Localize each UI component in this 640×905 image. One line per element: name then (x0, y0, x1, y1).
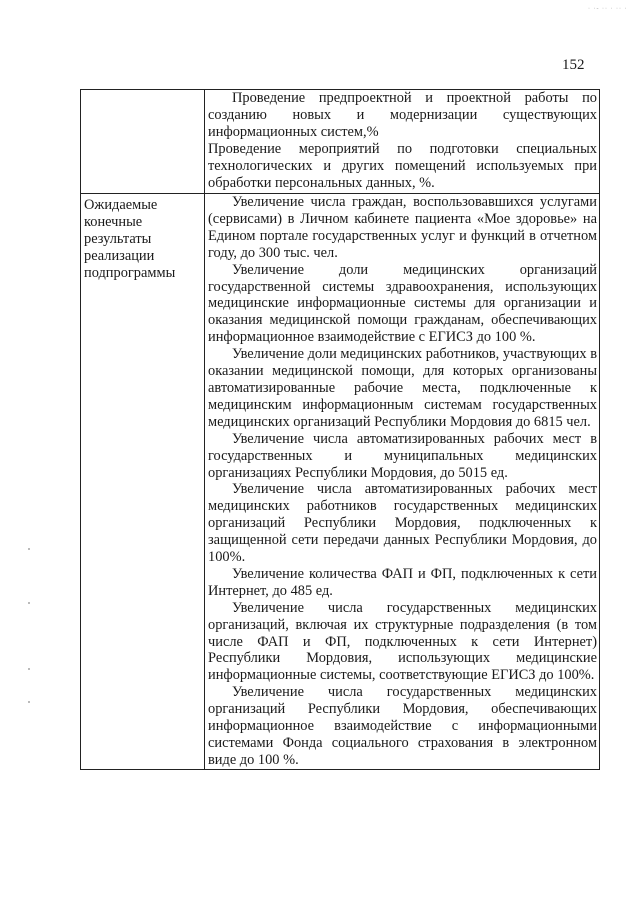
table-row (81, 194, 600, 770)
paragraph-result: Увеличение доли медицинских работников, участвующих в оказании медицинской помощи, для которых организованы автоматизированные рабочие места, подключенные к медицинским информационным системам государственных медицинских организаций Республики Мордовия до 6815 чел. (208, 346, 597, 430)
row-label-cell (81, 90, 205, 194)
paragraph-result: Увеличение доли медицинских организаций государственной системы здравоохранения, использующих медицинские информационные системы для организации и оказания медицинской помощи гражданам, обеспечивающих информационное взаимодействие с ЕГИСЗ до 100 %. (208, 261, 597, 346)
subprogram-table (80, 89, 600, 770)
scan-artifact-dot (28, 602, 30, 604)
paragraph-result: Увеличение числа автоматизированных рабочих мест медицинских работников государственных медицинских организаций Республики Мордовия, подключенных к защищенной сети передачи данных Республики Мордовия, до 100%. (208, 481, 597, 566)
scan-artifact-dot (28, 668, 30, 670)
paragraph-result: Увеличение числа государственных медицинских организаций, включая их структурные подразделения (в том числе ФАП и ФП, подключенных к сети Интернет) Республики Мордовия, использующих медицинские информационные системы, соответствующие ЕГИСЗ до 100%. (208, 599, 597, 684)
paragraph-premises-preparation: Проведение мероприятий по подготовки специальных технологических и других помещений используемых при обработки персональных данных, %. (208, 140, 597, 191)
scan-corner-mark: · ·- ·· · ·· · (588, 6, 628, 12)
label-line: подпрограммы (84, 264, 176, 281)
paragraph-result: Увеличение числа автоматизированных рабочих мест в государственных и муниципальных медицинских организациях Республики Мордовия, до 5015 ед. (208, 430, 597, 481)
row-content-cell (205, 90, 600, 194)
paragraph-result: Увеличение числа граждан, воспользовавшихся услугами (сервисами) в Личном кабинете пациента «Мое здоровье» на Едином портале государственных услуг и функций в отчетном году, до 300 тыс. чел. (208, 194, 597, 261)
label-line: результаты (84, 230, 152, 247)
page-number: 152 (562, 57, 585, 73)
label-line: Ожидаемые (84, 197, 158, 213)
scan-artifact-dot (28, 701, 30, 703)
row-label-cell (81, 194, 205, 770)
row-content-cell (205, 194, 600, 770)
table-row (81, 90, 600, 194)
paragraph-result: Увеличение числа государственных медицинских организаций Республики Мордовия, обеспечивающих информационное взаимодействие с информационными системами Фонда социального страхования в электронном виде до 100 %. (208, 684, 597, 768)
label-line: реализации (84, 247, 155, 264)
paragraph-result: Увеличение количества ФАП и ФП, подключенных к сети Интернет, до 485 ед. (208, 565, 597, 599)
paragraph-predproject-work: Проведение предпроектной и проектной работы по созданию новых и модернизации существующих информационных систем,% (208, 90, 597, 140)
label-line: конечные (84, 213, 143, 230)
scan-artifact-dot (28, 548, 30, 550)
